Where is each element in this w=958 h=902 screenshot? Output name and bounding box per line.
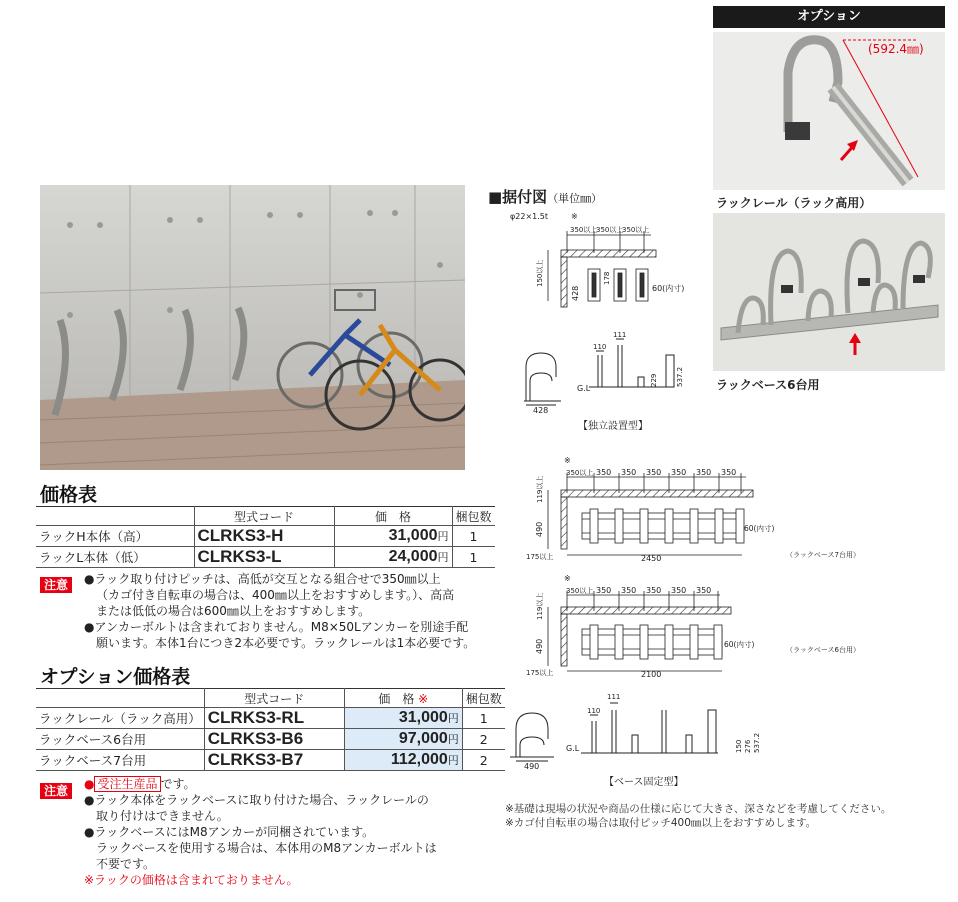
svg-text:350: 350	[646, 468, 662, 477]
svg-text:（ラックベース6台用）: （ラックベース6台用）	[786, 646, 860, 654]
svg-text:119以上: 119以上	[536, 475, 544, 503]
rack-base-caption: ラックベース6台用	[716, 378, 820, 392]
svg-text:350: 350	[621, 586, 637, 595]
svg-text:110: 110	[587, 707, 601, 715]
svg-text:350: 350	[671, 586, 687, 595]
svg-text:（ラックベース7台用）: （ラックベース7台用）	[786, 551, 860, 559]
col-price: 価 格	[334, 507, 452, 526]
svg-text:150: 150	[735, 739, 743, 753]
svg-text:490: 490	[535, 521, 544, 537]
svg-text:428: 428	[571, 285, 580, 301]
svg-text:※: ※	[564, 574, 571, 583]
svg-text:350: 350	[721, 468, 737, 477]
table-row: ラックベース6台用 CLRKS3-B6 97,000円 2	[36, 729, 505, 750]
svg-text:111: 111	[607, 693, 621, 701]
svg-text:2100: 2100	[641, 670, 662, 679]
svg-text:2450: 2450	[641, 554, 662, 563]
col-qty: 梱包数	[452, 507, 495, 526]
svg-text:276: 276	[744, 739, 752, 753]
svg-text:229: 229	[650, 373, 658, 387]
note-block: ●ラック取り付けピッチは、高低が交互となる組合せで350㎜以上 （カゴ付き自転車の場合は、400㎜以上をおすすめします。）、高高 または低低の場合は600㎜以上をおすすめします。 ●アンカーボルトは含まれておりません。M8×50Lアンカーを別途手配 願います。本体1台につき2本必要です。ラックレールは1本必要です。	[84, 572, 476, 650]
note-tag: 注意	[40, 783, 72, 799]
svg-text:350: 350	[696, 468, 712, 477]
footnotes: ※基礎は現場の状況や商品の仕様に応じて大きさ、深さなどを考慮してください。 ※カゴ付自転車の場合は取付ピッチ400㎜以上をおすすめします。	[505, 803, 892, 829]
price-table	[36, 506, 495, 568]
drawing-title: ■据付図（単位㎜）	[488, 188, 603, 206]
svg-text:350: 350	[671, 468, 687, 477]
svg-text:※: ※	[571, 212, 578, 221]
svg-text:350以上: 350以上	[566, 587, 594, 595]
option-table: 型式コード 価 格 ※ 梱包数 ラックレール（ラック高用） CLRKS3-RL 31,000円 1 ラックベース6台用 CLRKS3-B6 97,000円 2 ラックベース7台用 CLRKS3-B7 112,000円 2	[36, 688, 505, 771]
svg-text:60(内寸): 60(内寸)	[652, 284, 685, 293]
table-row: ラックレール（ラック高用） CLRKS3-RL 31,000円 1	[36, 708, 505, 729]
svg-text:G.L: G.L	[566, 744, 580, 753]
svg-text:175以上: 175以上	[526, 553, 554, 561]
svg-text:537.2: 537.2	[753, 732, 761, 753]
table-row: ラックベース7台用 CLRKS3-B7 112,000円 2	[36, 750, 505, 771]
svg-text:350以上: 350以上	[570, 226, 598, 234]
svg-text:111: 111	[613, 331, 627, 339]
note-block: ● 受注生産品 です。 ●ラック本体をラックベースに取り付けた場合、ラックレールの 取り付けはできません。 ●ラックベースにはM8アンカーが同梱されています。 ラックベースを使用する場合は、本体用のM8アンカーボルトは 不要です。 ※ラックの価格は含まれておりません。	[84, 777, 437, 887]
product-photo	[40, 185, 465, 470]
rack-rail-photo	[713, 32, 945, 190]
svg-text:490: 490	[535, 638, 544, 654]
svg-text:119以上: 119以上	[536, 592, 544, 620]
svg-text:537.2: 537.2	[676, 366, 684, 387]
table-row: ラックL本体（低） CLRKS3-L 24,000円 1	[36, 547, 495, 568]
rail-dimension: (592.4㎜)	[868, 42, 924, 56]
svg-text:※: ※	[564, 456, 571, 465]
standalone-caption: 【独立設置型】	[578, 421, 648, 432]
base-fixed-caption: 【ベース固定型】	[604, 777, 684, 788]
option-table-title: オプション価格表	[40, 666, 191, 688]
svg-text:350以上: 350以上	[622, 226, 650, 234]
svg-text:175以上: 175以上	[526, 669, 554, 677]
table-row: ラックH本体（高） CLRKS3-H 31,000円 1	[36, 526, 495, 547]
svg-text:150以上: 150以上	[536, 259, 544, 287]
pipe-label: φ22×1.5t	[510, 212, 549, 221]
svg-text:60(内寸): 60(内寸)	[744, 524, 775, 533]
svg-text:350: 350	[696, 586, 712, 595]
svg-text:350以上: 350以上	[566, 469, 594, 477]
rack-rail-caption: ラックレール（ラック高用）	[716, 196, 872, 210]
col-code: 型式コード	[194, 507, 334, 526]
note-tag: 注意	[40, 577, 72, 593]
svg-text:428: 428	[533, 406, 549, 415]
svg-text:60(内寸): 60(内寸)	[724, 640, 755, 649]
installation-drawing	[486, 205, 956, 805]
svg-text:350: 350	[646, 586, 662, 595]
svg-text:178: 178	[603, 271, 611, 285]
svg-text:490: 490	[524, 762, 540, 771]
made-to-order-badge: 受注生産品	[94, 776, 160, 792]
svg-text:G.L: G.L	[577, 384, 591, 393]
svg-text:110: 110	[593, 343, 607, 351]
options-header: オプション	[713, 6, 945, 28]
svg-text:350: 350	[596, 468, 612, 477]
svg-text:350: 350	[596, 586, 612, 595]
price-table-title: 価格表	[40, 484, 98, 506]
svg-text:350以上: 350以上	[596, 226, 624, 234]
svg-text:350: 350	[621, 468, 637, 477]
